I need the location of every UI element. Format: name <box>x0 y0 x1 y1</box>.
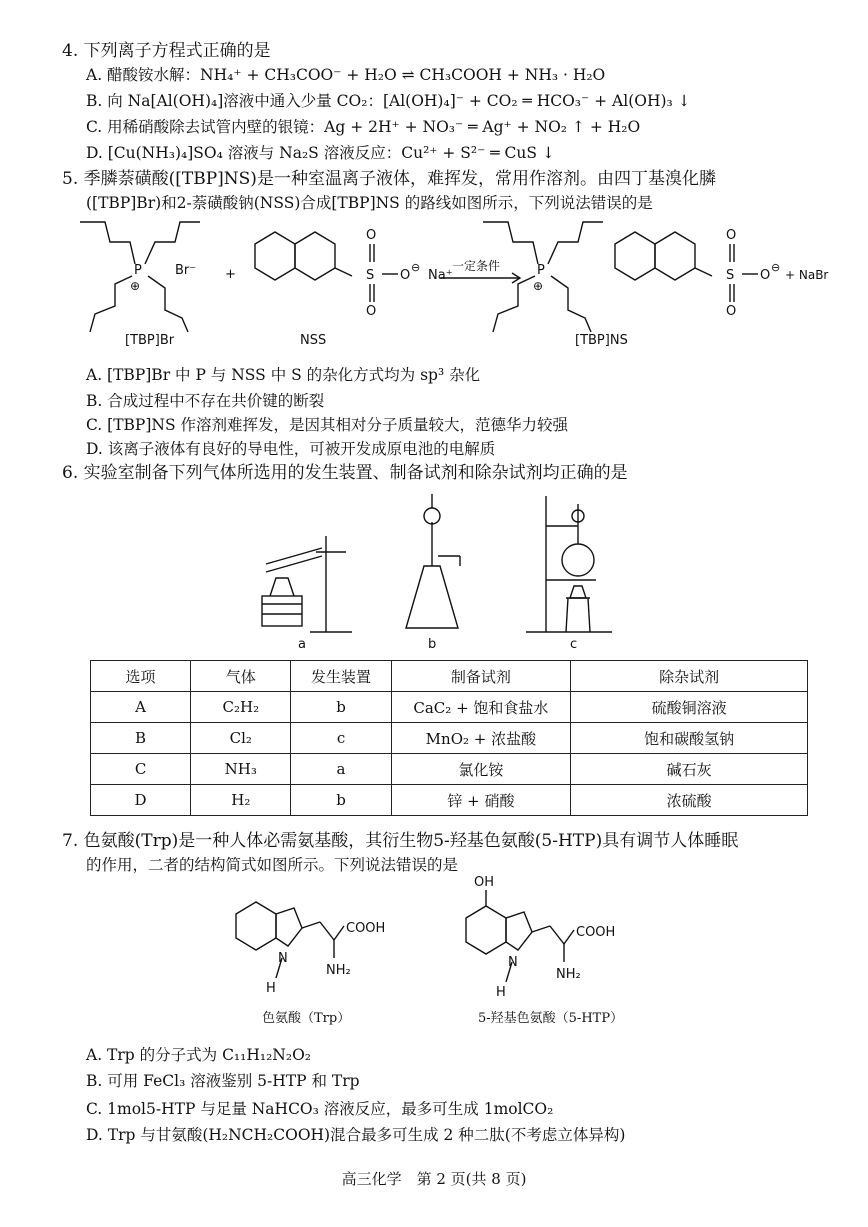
table-cell: NH₃ <box>191 754 291 785</box>
table-cell: 锌 + 硝酸 <box>391 785 571 816</box>
table-cell: 碱石灰 <box>571 754 808 785</box>
q4-option-c: C. 用稀硝酸除去试管内壁的银镜：Ag + 2H⁺ + NO₃⁻ ═ Ag⁺ + NO₂ ↑ + H₂O <box>86 118 641 136</box>
col-header-purifier: 除杂试剂 <box>571 661 808 692</box>
table-cell: H₂ <box>191 785 291 816</box>
table-cell: C₂H₂ <box>191 692 291 723</box>
table-cell: D <box>91 785 191 816</box>
ns-o-top: O <box>726 228 737 243</box>
htp-n-atom: N <box>508 955 518 970</box>
apparatus-label-a: a <box>298 637 306 652</box>
htp-cooh: COOH <box>576 925 616 940</box>
table-cell: A <box>91 692 191 723</box>
htp-oh: OH <box>474 875 495 890</box>
label-nss: NSS <box>300 333 327 348</box>
trp-cooh: COOH <box>346 921 386 936</box>
q7-title-line2: 的作用，二者的结构简式如图所示。下列说法错误的是 <box>86 856 459 874</box>
label-tbpbr: [TBP]Br <box>125 333 175 348</box>
table-cell: 硫酸铜溶液 <box>571 692 808 723</box>
tbpbr-plus-charge: ⊕ <box>130 279 141 293</box>
table-row <box>91 692 808 723</box>
table-cell: 浓硫酸 <box>571 785 808 816</box>
table-cell: 饱和碳酸氢钠 <box>571 723 808 754</box>
q7-option-b: B. 可用 FeCl₃ 溶液鉴别 5-HTP 和 Trp <box>86 1072 360 1090</box>
table-row <box>91 723 808 754</box>
nss-o-bottom: O <box>366 304 377 319</box>
table-row <box>91 754 808 785</box>
q6-options-table <box>90 660 808 816</box>
col-header-gas: 气体 <box>191 661 291 692</box>
apparatus-label-b: b <box>428 637 437 652</box>
reaction-condition: 一定条件 <box>452 259 501 273</box>
table-cell: b <box>291 785 391 816</box>
htp-nh2: NH₂ <box>556 967 581 982</box>
q5-title-line1: 5. 季膦萘磺酸([TBP]NS)是一种室温离子液体，难挥发，常用作溶剂。由四丁基溴化膦 <box>62 169 716 189</box>
table-cell: 氯化铵 <box>391 754 571 785</box>
q5-option-c: C. [TBP]NS 作溶剂难挥发，是因其相对分子质量较大，范德华力较强 <box>86 416 569 434</box>
nss-s-atom: S <box>366 268 375 283</box>
table-cell: Cl₂ <box>191 723 291 754</box>
htp-h-atom: H <box>496 985 506 1000</box>
col-header-option: 选项 <box>91 661 191 692</box>
q4-option-a: A. 醋酸铵水解：NH₄⁺ + CH₃COO⁻ + H₂O ⇌ CH₃COOH + NH₃ · H₂O <box>86 66 606 84</box>
nss-minus-charge: ⊖ <box>411 261 421 274</box>
q4-title: 4. 下列离子方程式正确的是 <box>62 41 271 61</box>
table-header-row <box>91 661 808 692</box>
table-cell: CaC₂ + 饱和食盐水 <box>391 692 571 723</box>
q7-option-a: A. Trp 的分子式为 C₁₁H₁₂N₂O₂ <box>86 1046 312 1064</box>
plus-sign-1: + <box>225 267 236 282</box>
q4-option-b: B. 向 Na[Al(OH)₄]溶液中通入少量 CO₂：[Al(OH)₄]⁻ + CO₂ ═ HCO₃⁻ + Al(OH)₃ ↓ <box>86 92 691 110</box>
trp-nh2: NH₂ <box>326 963 351 978</box>
nabr-product: + NaBr <box>785 268 829 282</box>
q5-option-d: D. 该离子液体有良好的导电性，可被开发成原电池的电解质 <box>86 440 496 458</box>
table-cell: c <box>291 723 391 754</box>
nss-o-top: O <box>366 228 377 243</box>
table-cell: a <box>291 754 391 785</box>
ns-o-minus: O <box>760 268 771 283</box>
label-trp: 色氨酸（Trp） <box>262 1011 351 1026</box>
tbpns-p-atom: P <box>537 263 545 278</box>
q6-title: 6. 实验室制备下列气体所选用的发生装置、制备试剂和除杂试剂均正确的是 <box>62 463 628 483</box>
table-row <box>91 785 808 816</box>
na-cation: Na⁺ <box>428 268 453 283</box>
nss-o-minus: O <box>400 268 411 283</box>
table-cell: MnO₂ + 浓盐酸 <box>391 723 571 754</box>
q5-title-line2: ([TBP]Br)和2-萘磺酸钠(NSS)合成[TBP]NS 的路线如图所示，下列说法错误的是 <box>86 194 653 212</box>
page-footer: 高三化学 第 2 页(共 8 页) <box>341 1170 527 1188</box>
trp-h-atom: H <box>266 981 276 996</box>
col-header-apparatus: 发生装置 <box>291 661 391 692</box>
tbpns-plus-charge: ⊕ <box>533 279 544 293</box>
label-htp: 5-羟基色氨酸（5-HTP） <box>478 1011 624 1026</box>
q5-option-a: A. [TBP]Br 中 P 与 NSS 中 S 的杂化方式均为 sp³ 杂化 <box>86 366 481 384</box>
table-cell: b <box>291 692 391 723</box>
ns-s-atom: S <box>726 268 735 283</box>
trp-n-atom: N <box>278 951 288 966</box>
col-header-reagent: 制备试剂 <box>391 661 571 692</box>
q5-option-b: B. 合成过程中不存在共价键的断裂 <box>86 392 325 410</box>
ns-minus-charge: ⊖ <box>771 261 781 274</box>
q7-option-c: C. 1mol5-HTP 与足量 NaHCO₃ 溶液反应，最多可生成 1molCO₂ <box>86 1100 554 1118</box>
q7-structures-figure <box>216 874 656 1032</box>
label-tbpns: [TBP]NS <box>575 333 628 348</box>
table-cell: B <box>91 723 191 754</box>
q7-option-d: D. Trp 与甘氨酸(H₂NCH₂COOH)混合最多可生成 2 种二肽(不考虑立体异构) <box>86 1126 626 1144</box>
q4-option-d: D. [Cu(NH₃)₄]SO₄ 溶液与 Na₂S 溶液反应：Cu²⁺ + S²⁻ ═ CuS ↓ <box>86 144 555 162</box>
table-cell: C <box>91 754 191 785</box>
q6-apparatus-figure <box>256 486 616 650</box>
ns-o-bottom: O <box>726 304 737 319</box>
tbpbr-p-atom: P <box>134 263 142 278</box>
q5-reaction-scheme <box>60 214 829 354</box>
br-anion: Br⁻ <box>175 263 197 278</box>
apparatus-label-c: c <box>570 637 578 652</box>
q7-title-line1: 7. 色氨酸(Trp)是一种人体必需氨基酸，其衍生物5-羟基色氨酸(5-HTP)具有调节人体睡眠 <box>62 831 739 851</box>
